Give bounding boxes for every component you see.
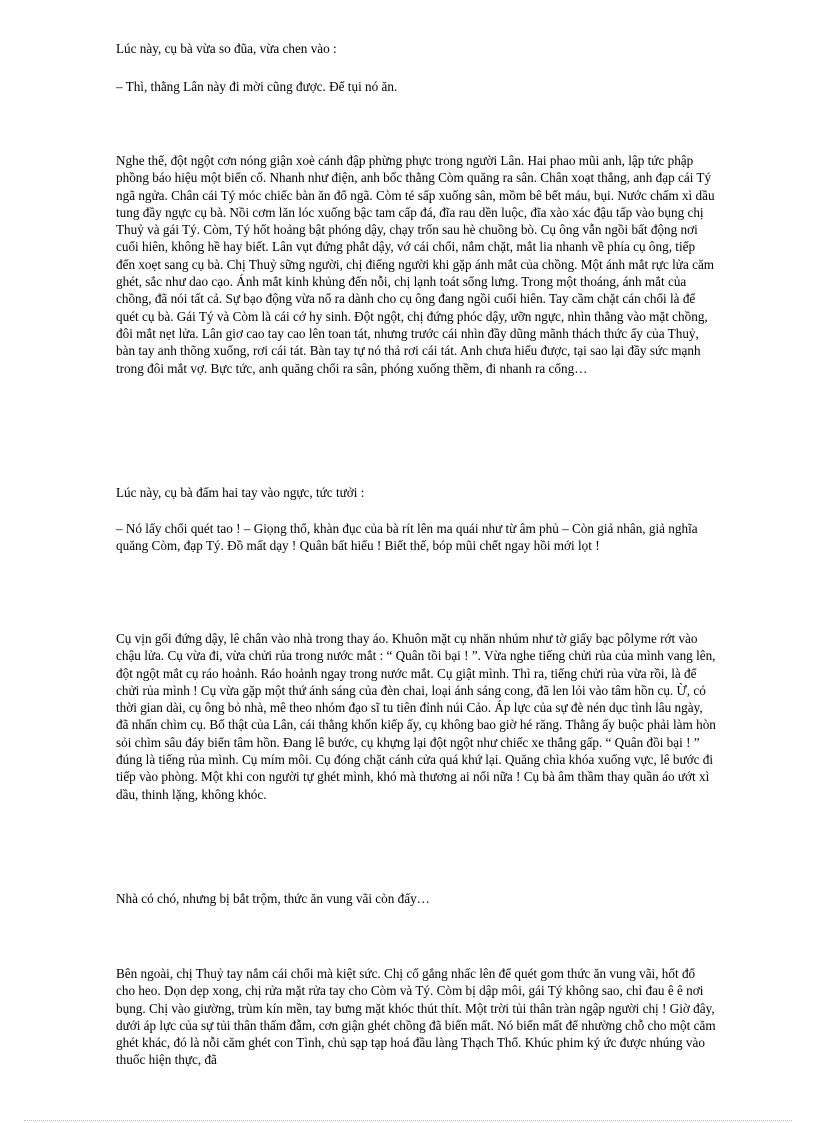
- paragraph-6: Cụ vịn gối đứng dậy, lê chân vào nhà trong thay áo. Khuôn mặt cụ nhăn nhúm như tờ giấy bạc pôlyme rớt vào chậu lửa. Cụ vừa đi, vừa chửi rủa trong nước mắt : “ Quân tồi bại ! ”. Vừa nghe tiếng chửi rủa của mình vang lên, đột ngột mắt cụ ráo hoảnh. Ráo hoảnh ngay trong nước mắt. Cụ giật mình. Thì ra, tiếng chửi rủa vừa rồi, là để chửi rủa mình ! Cụ vừa gặp một thứ ánh sáng của đèn chai, loại ánh sáng cong, đã len lỏi vào tâm hồn cụ. Ừ, có thời gian dài, cụ ông bỏ nhà, mê theo nhóm đạo sĩ tu tiên đỉnh núi Cảo. Áp lực của sự đè nén dục tình lâu ngày, đã nhấn chìm cụ. Bố thật của Lân, cái thằng khốn kiếp ấy, cụ không bao giờ hé răng. Thằng ấy buộc phải làm hòn sỏi chìm sâu đáy biển tâm hồn. Đang lê bước, cụ khựng lại đột ngột như chiếc xe thắng gấp. “ Quân đồi bại ! ” đúng là tiếng rủa mình. Cụ mím môi. Cụ đóng chặt cánh cửa quá khứ lại. Quăng chìa khóa xuống vực, lê bước đi tiếp vào phòng. Một khi con người tự ghét mình, khó mà thương ai nổi nữa ! Cụ bà âm thầm thay quần áo ướt xì dầu, thinh lặng, không khóc.: [116, 631, 716, 802]
- paragraph-5: – Nó lấy chổi quét tao ! – Giọng thổ, khàn đục của bà rít lên ma quái như từ âm phủ – Còn giả nhân, giả nghĩa quăng Còm, đạp Tý. Đồ mất dạy ! Quân bất hiếu ! Biết thế, bóp mũi chết ngay hồi mới lọt !: [116, 521, 698, 554]
- paragraph-4: Lúc này, cụ bà đấm hai tay vào ngực, tức tưởi :: [116, 485, 365, 500]
- paragraph-2: – Thì, thằng Lân này đi mời cũng được. Để tụi nó ăn.: [116, 79, 398, 94]
- paragraph-7: Nhà có chó, nhưng bị bắt trộm, thức ăn vung vãi còn đấy…: [116, 891, 430, 906]
- paragraph-8: Bên ngoài, chị Thuỷ tay nắm cái chổi mà kiệt sức. Chị cố gắng nhấc lên để quét gom thức ăn vung vãi, hốt đổ cho heo. Dọn dẹp xong, chị rửa mặt rửa tay cho Còm và Tý. Còm bị dập môi, gái Tý không sao, chỉ đau ê ê nơi bụng. Chị vào giường, trùm kín mền, tay bưng mặt khóc thút thít. Một trời tủi thân tràn ngập người chị ! Giờ đây, dưới áp lực của sự tủi thân thấm đẫm, cơn giận ghét chồng đã biến mất. Nó biến mất để nhường chỗ cho một căm ghét khác, đó là nỗi căm ghét con Tình, chủ sạp tạp hoá đầu làng Thạch Thổ. Khúc phim ký ức được nhúng vào thuốc hiện thực, đã: [116, 966, 716, 1068]
- page-bottom-border: [24, 1120, 792, 1121]
- paragraph-1: Lúc này, cụ bà vừa so đũa, vừa chen vào :: [116, 41, 337, 56]
- paragraph-3: Nghe thế, đột ngột cơn nóng giận xoè cánh đập phừng phực trong người Lân. Hai phao mũi anh, lập tức phập phồng báo hiệu một biến cố. Nhanh như điện, anh bốc thằng Còm quăng ra sân. Chân xoạt thẳng, anh đạp cái Tý ngã ngửa. Chân cái Tý móc chiếc bàn ăn đổ ngã. Còm té sấp xuống sân, mồm bê bết máu, bụi. Nước chấm xì dầu tung đầy ngực cụ bà. Nồi cơm lăn lóc xuống bậc tam cấp đá, đĩa rau dền luộc, đĩa xào xác đậu tấp vào bụng chị Thuỷ và gái Tý. Còm, Tý hốt hoảng bật phóng dậy, chạy trốn sau hè chuồng bò. Cụ ông vẫn ngồi bất động nơi cuối hiên, không hề hay biết. Lân vụt đứng phắt dậy, vớ cái chổi, nắm chặt, mắt lia nhanh về phía cụ ông, tiếp đến xoẹt sang cụ bà. Chị Thuỷ sững người, chị điếng người khi gặp ánh mắt của chồng. Một ánh mắt rực lửa căm ghét, sắc như dao cạo. Ánh mắt kinh khủng đến nỗi, chị lạnh toát sống lưng. Trong một thoáng, ánh mắt của chồng, đã nói tất cả. Sự bạo động vừa nổ ra dành cho cụ ông đang ngồi cuối hiên. Tay cầm chặt cán chổi là để quét cụ bà. Gái Tý và Còm là cái cớ hy sinh. Đột ngột, chị đứng phóc dậy, ưỡn ngực, nhìn thẳng vào mặt chồng, đôi mắt nẹt lửa. Lân giơ cao tay cao lên toan tát, nhưng trước cái nhìn đầy dũng mãnh thách thức ấy của Thuỷ, bàn tay anh thõng xuống, rơi cái tát. Bàn tay tự nó thả rơi cái tát. Anh chưa hiểu được, tại sao lại đầy sức mạnh trong đôi mắt vợ. Bực tức, anh quăng chổi ra sân, phóng xuống thềm, đi nhanh ra cổng…: [116, 153, 715, 376]
